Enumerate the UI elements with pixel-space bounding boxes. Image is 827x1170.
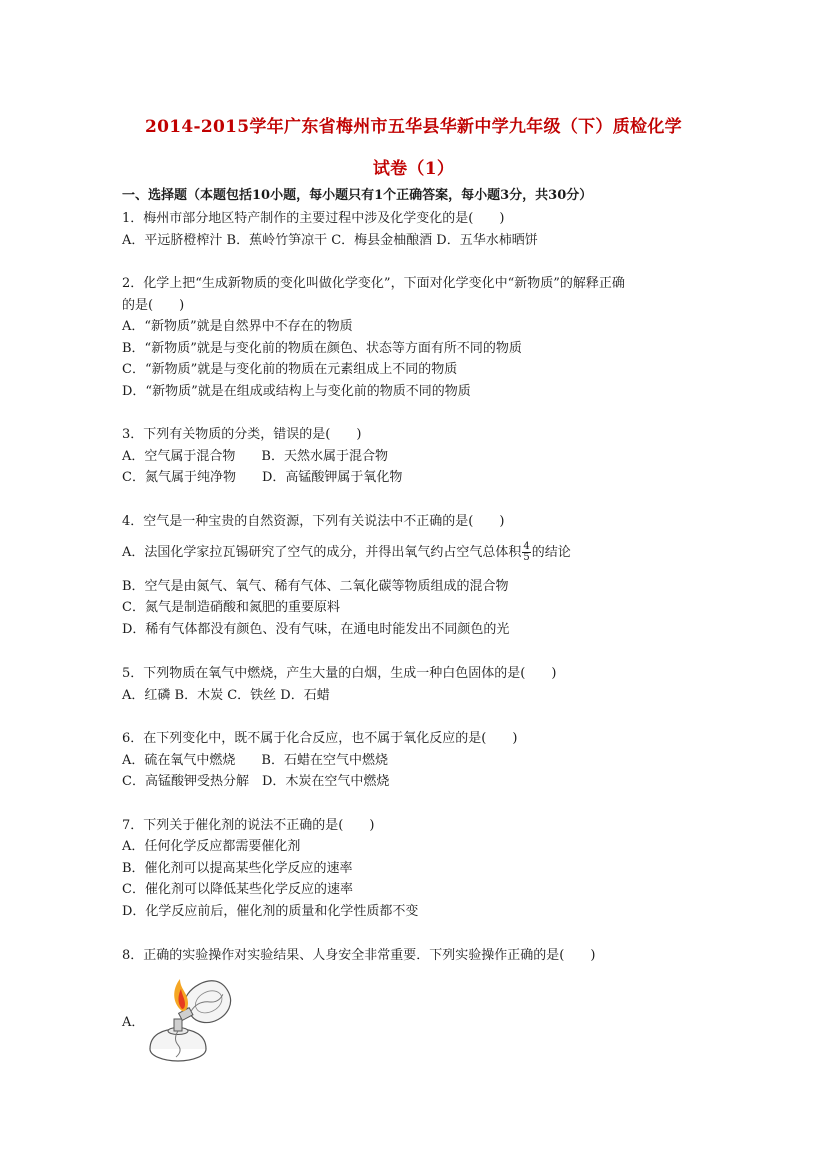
q4-option-d: D．稀有气体都没有颜色、没有气味，在通电时能发出不同颜色的光 [122,622,510,637]
q4-option-a [122,542,571,563]
q7-stem: 7．下列关于催化剂的说法不正确的是( ) [122,818,375,833]
q4-option-a-tail: 的结论 [531,545,571,560]
section-heading: 一、选择题（本题包括10小题，每小题只有1个正确答案，每小题3分，共30分） [122,188,593,203]
q1-stem: 1．梅州市部分地区特产制作的主要过程中涉及化学变化的是( ) [122,211,505,226]
q2-option-a: A．“新物质”就是自然界中不存在的物质 [122,319,353,334]
q7-option-d: D．化学反应前后，催化剂的质量和化学性质都不变 [122,904,419,919]
q2-option-d: D．“新物质”就是在组成或结构上与变化前的物质不同的物质 [122,384,471,399]
q2-stem-line1: 2．化学上把“生成新物质的变化叫做化学变化”，下面对化学变化中“新物质”的解释正确 [122,276,625,291]
q4-option-b: B．空气是由氮气、氧气、稀有气体、二氧化碳等物质组成的混合物 [122,579,509,594]
q2-option-c: C．“新物质”就是与变化前的物质在元素组成上不同的物质 [122,362,458,377]
fraction-numerator: 4 [523,541,530,552]
q8-option-a-label: A． [122,1015,145,1030]
q4-option-c: C．氮气是制造硝酸和氮肥的重要原料 [122,600,340,615]
fraction-denominator: 5 [523,552,530,563]
q4-option-a-text: A．法国化学家拉瓦锡研究了空气的成分，并得出氧气约占空气总体积 [122,545,522,560]
q5-options: A．红磷 B．木炭 C．铁丝 D．石蜡 [122,688,330,703]
q5-stem: 5．下列物质在氧气中燃烧，产生大量的白烟，生成一种白色固体的是( ) [122,666,557,681]
q4-stem: 4．空气是一种宝贵的自然资源，下列有关说法中不正确的是( ) [122,514,505,529]
alcohol-lamp-icon [142,975,242,1067]
q3-options-cd: C．氮气属于纯净物 D．高锰酸钾属于氧化物 [122,470,403,485]
four-fifths-fraction [522,542,530,563]
exam-title-line1: 2014-2015学年广东省梅州市五华县华新中学九年级（下）质检化学 [145,117,682,137]
q7-option-b: B．催化剂可以提高某些化学反应的速率 [122,861,353,876]
q2-option-b: B．“新物质”就是与变化前的物质在颜色、状态等方面有所不同的物质 [122,341,522,356]
q6-options-ab: A．硫在氧气中燃烧 B．石蜡在空气中燃烧 [122,753,388,768]
q7-option-c: C．催化剂可以降低某些化学反应的速率 [122,882,353,897]
q6-options-cd: C．高锰酸钾受热分解 D．木炭在空气中燃烧 [122,774,390,789]
q3-stem: 3．下列有关物质的分类，错误的是( ) [122,427,362,442]
q3-options-ab: A．空气属于混合物 B．天然水属于混合物 [122,449,388,464]
q6-stem: 6．在下列变化中，既不属于化合反应，也不属于氧化反应的是( ) [122,731,518,746]
q7-option-a: A．任何化学反应都需要催化剂 [122,839,301,854]
q2-stem-line2: 的是( ) [122,298,185,313]
q8-stem: 8．正确的实验操作对实验结果、人身安全非常重要．下列实验操作正确的是( ) [122,948,596,963]
q1-options: A．平远脐橙榨汁 B．蕉岭竹笋凉干 C．梅县金柚酿酒 D．五华水柿晒饼 [122,233,538,248]
exam-title-line2: 试卷（1） [372,159,455,179]
